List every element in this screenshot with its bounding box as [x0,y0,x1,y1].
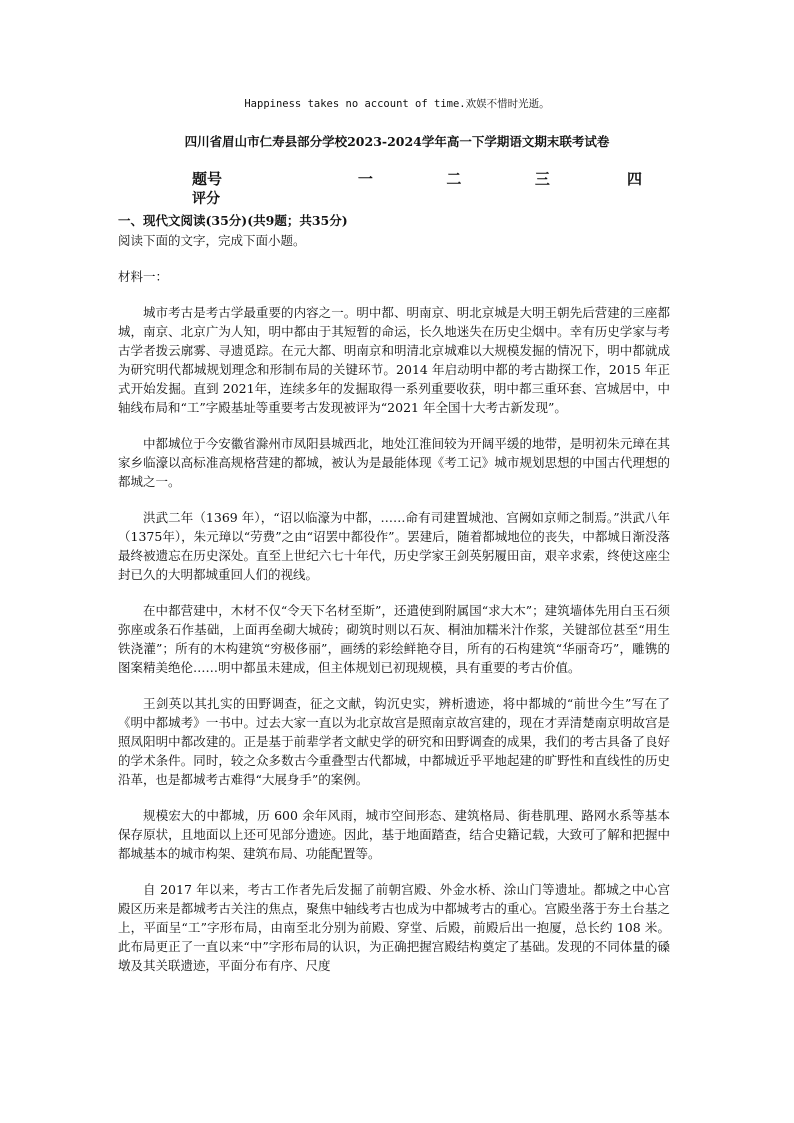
motto-line: Happiness takes no account of time.欢娱不惜时光逝。 [244,98,550,110]
passage-paragraph: 城市考古是考古学最重要的内容之一。明中都、明南京、明北京城是大明王朝先后营建的三座都城，南京、北京广为人知，明中都由于其短暂的命运，长久地迷失在历史尘烟中。幸有历史学家与考古学者拨云廓雾、寻遗觅踪。在元大都、明南京和明清北京城难以大规模发掘的情况下，明中都就成为研究明代都城规划理念和形制布局的关键环节。2014 年启动明中都的考古勘探工作，2015 年正式开始发掘。直到 2021年，连续多年的发掘取得一系列重要收获，明中都三重环套、宫城居中，中轴线布局和“工”字殿基址等重要考古发现被评为“2021 年全国十大考古新发现”。 [118,305,670,415]
score-table [192,168,642,208]
column-two: 二 [446,169,462,188]
passage-body [118,303,670,992]
exam-title: 四川省眉山市仁寿县部分学校2023-2024学年高一下学期语文期末联考试卷 [184,134,610,149]
question-number-label: 题号 [192,169,223,188]
column-four: 四 [627,169,643,188]
passage-paragraph: 自 2017 年以来，考古工作者先后发掘了前朝宫殿、外金水桥、涂山门等遗址。都城之中心宫殿区历来是都城考古关注的焦点，聚焦中轴线考古也成为中都城考古的重心。宫殿坐落于夯土台基之上，平面呈“工”字形布局，由南至北分别为前殿、穿堂、后殿，前殿后出一抱厦，总长约 108 米。此布局更正了一直以来“中”字形布局的认识，为正确把握宫殿结构奠定了基础。发现的不同体量的磉墩及其关联遗迹，平面分布有序、尺度 [118,882,670,973]
passage-paragraph: 在中都营建中，木材不仅“令天下名材至斯”，还遣使到附属国“求大木”；建筑墙体先用白玉石须弥座或条石作基础，上面再垒砌大城砖；砌筑时则以石灰、桐油加糯米汁作浆，关键部位甚至“用生铁浇灌”；所有的木构建筑“穷极侈丽”，画绣的彩绘鲜艳夺目，所有的石构建筑“华丽奇巧”，雕镌的图案精美绝伦……明中都虽未建成，但主体规划已初现规模，具有重要的考古价值。 [118,603,670,675]
score-table-score-row [192,188,642,208]
column-three: 三 [534,169,550,188]
section-heading: 一、现代文阅读(35分)(共9题；共35分) [118,213,348,228]
passage-paragraph: 王剑英以其扎实的田野调查，征之文献，钩沉史实，辨析遗迹，将中都城的“前世今生”写在了《明中都城考》一书中。过去大家一直以为北京故宫是照南京故宫建的，现在才弄清楚南京明故宫是照凤阳明中都改建的。正是基于前辈学者文献史学的研究和田野调查的成果，我们的考古具备了良好的学术条件。同时，较之众多数古今重叠型古代都城，中都城近乎平地起建的旷野性和直线性的历史沿革，也是都城考古难得“大展身手”的案例。 [118,696,670,787]
passage-paragraph: 洪武二年（1369 年），“诏以临濠为中都，……命有司建置城池、宫阙如京师之制焉。”洪武八年（1375年），朱元璋以“劳费”之由“诏罢中都役作”。罢建后，随着都城地位的丧失，中都城日渐没落最终被遗忘在历史深处。直至上世纪六七十年代，历史学家王剑英躬履田亩，艰辛求索，终使这座尘封已久的大明都城重回人们的视线。 [118,510,670,582]
material-label: 材料一： [118,269,169,284]
column-one: 一 [357,169,373,188]
score-label: 评分 [192,191,220,207]
passage-paragraph: 规模宏大的中都城，历 600 余年风雨，城市空间形态、建筑格局、街巷肌理、路网水系等基本保存原状，且地面以上还可见部分遗迹。因此，基于地面踏查，结合史籍记载，大致可了解和把握中都城基本的城市构架、建筑布局、功能配置等。 [118,808,670,861]
score-table-header-row [192,168,642,188]
passage-paragraph: 中都城位于今安徽省滁州市凤阳县城西北，地处江淮间较为开阔平缓的地带，是明初朱元璋在其家乡临濠以高标准高规格营建的都城，被认为是最能体现《考工记》城市规划思想的中国古代理想的都城之一。 [118,436,670,489]
section-instruction: 阅读下面的文字，完成下面小题。 [118,233,306,248]
